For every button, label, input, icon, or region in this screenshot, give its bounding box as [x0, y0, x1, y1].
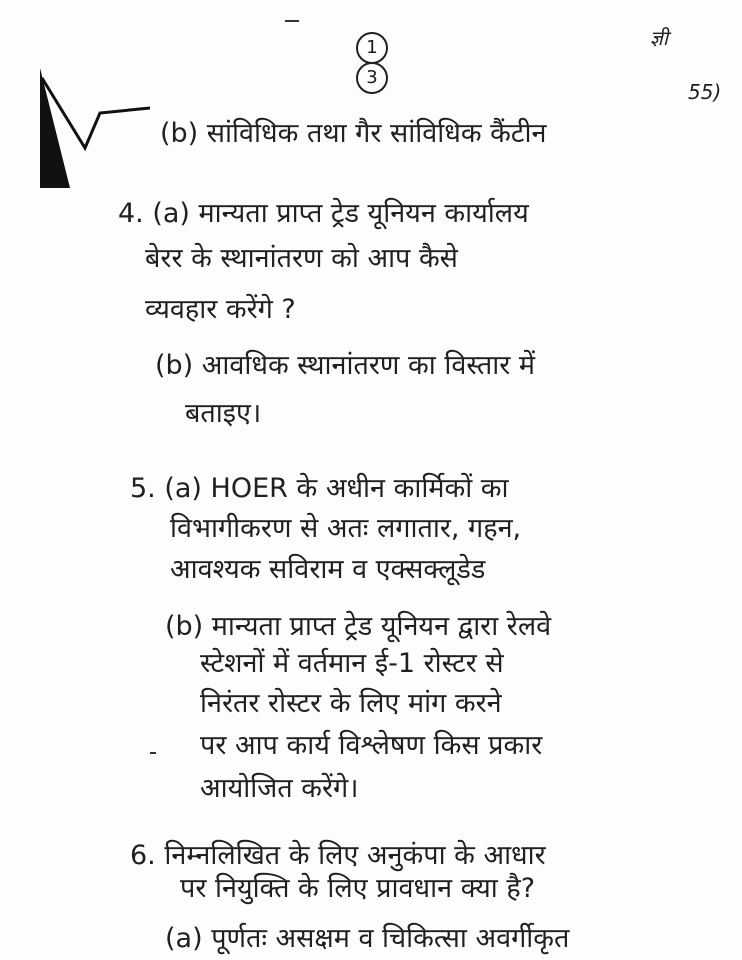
corner-mark: 55): [688, 80, 722, 104]
text-line: 4. (a) मान्यता प्राप्त ट्रेड यूनियन कार्यालय: [118, 198, 529, 229]
stray-mark: [150, 752, 156, 754]
text-line: (b) मान्यता प्राप्त ट्रेड यूनियन द्वारा रेलवे: [165, 611, 552, 642]
text-line: बेरर के स्थानांतरण को आप कैसे: [145, 243, 458, 274]
top-dash: [285, 20, 299, 22]
scan-shadow-mark: [40, 58, 150, 188]
text-line: (b) सांविधिक तथा गैर सांविधिक कैंटीन: [160, 118, 547, 149]
text-line: बताइए।: [185, 398, 262, 429]
text-line: (a) पूर्णतः असक्षम व चिकित्सा अवर्गीकृत: [165, 923, 570, 954]
text-line: आयोजित करेंगे।: [200, 773, 359, 804]
text-line: निरंतर रोस्टर के लिए मांग करने: [200, 688, 502, 719]
text-line: आवश्यक सविराम व एक्सक्लूडेड: [170, 554, 486, 585]
text-line: (b) आवधिक स्थानांतरण का विस्तार में: [155, 350, 536, 381]
corner-mark: ज्ञी: [650, 26, 668, 50]
text-line: 5. (a) HOER के अधीन कार्मिकों का: [130, 473, 509, 504]
page-number-top: 1: [356, 32, 388, 64]
text-line: 6. निम्नलिखित के लिए अनुकंपा के आधार: [130, 840, 546, 871]
text-line: पर नियुक्ति के लिए प्रावधान क्या है?: [180, 873, 536, 904]
text-line: स्टेशनों में वर्तमान ई-1 रोस्टर से: [200, 648, 504, 679]
text-line: पर आप कार्य विश्लेषण किस प्रकार: [200, 730, 543, 761]
text-line: व्यवहार करेंगे ?: [145, 294, 296, 325]
text-line: विभागीकरण से अतः लगातार, गहन,: [170, 513, 522, 544]
page-number-bottom: 3: [356, 62, 388, 94]
